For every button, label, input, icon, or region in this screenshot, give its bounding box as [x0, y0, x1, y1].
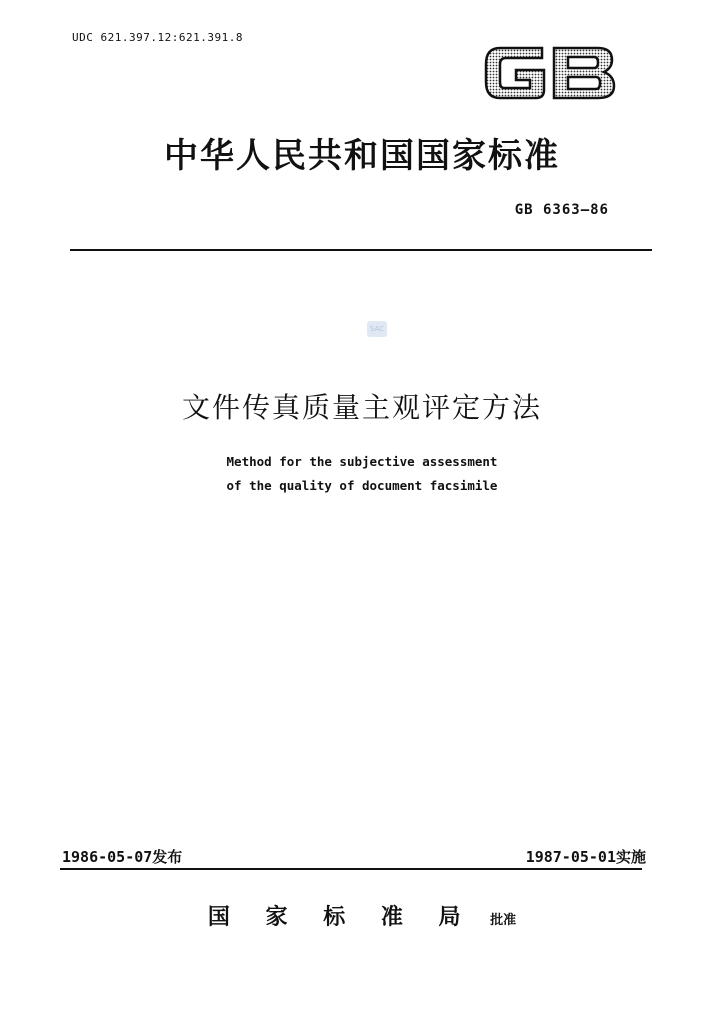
english-title-line-2: of the quality of document facsimile — [226, 478, 498, 493]
approval-label: 批准 — [490, 913, 517, 928]
document-title-english — [0, 450, 724, 498]
gb-logo-b — [554, 48, 614, 98]
national-standard-title: 中华人民共和国国家标准 — [164, 136, 560, 176]
approver-line — [0, 900, 724, 931]
header-divider — [70, 249, 652, 251]
gb-logo-g — [486, 48, 544, 98]
udc-code: UDC 621.397.12:621.391.8 — [72, 31, 243, 44]
footer-divider — [60, 868, 642, 870]
gb-logo — [480, 34, 620, 110]
issue-date: 1986-05-07发布 — [62, 848, 183, 866]
standard-number: GB 6363—86 — [514, 202, 609, 218]
sac-watermark: SAC — [367, 321, 387, 337]
document-title-chinese: 文件传真质量主观评定方法 — [181, 391, 542, 424]
english-title-line-1: Method for the subjective assessment — [226, 454, 498, 469]
approving-authority: 国 家 标 准 局 — [207, 904, 475, 930]
implementation-date: 1987-05-01实施 — [525, 848, 646, 866]
